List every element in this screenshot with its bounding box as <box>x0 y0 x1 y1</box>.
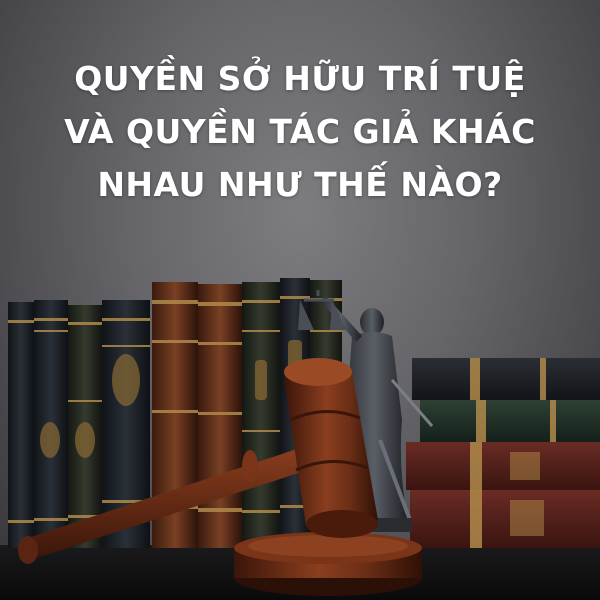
book-spine <box>8 302 34 548</box>
headline-line-1: QUYỀN SỞ HỮU TRÍ TUỆ <box>74 59 526 98</box>
gavel-sound-block <box>234 532 422 596</box>
stacked-book <box>412 358 600 400</box>
stacked-book <box>406 442 600 490</box>
headline-line-3: NHAU NHƯ THẾ NÀO? <box>97 165 503 204</box>
headline-line-2: VÀ QUYỀN TÁC GIẢ KHÁC <box>64 112 536 151</box>
stacked-book <box>420 400 600 442</box>
book-spine <box>242 282 280 548</box>
headline <box>0 52 600 211</box>
stacked-book <box>410 490 600 548</box>
stack-of-law-books <box>406 358 600 548</box>
